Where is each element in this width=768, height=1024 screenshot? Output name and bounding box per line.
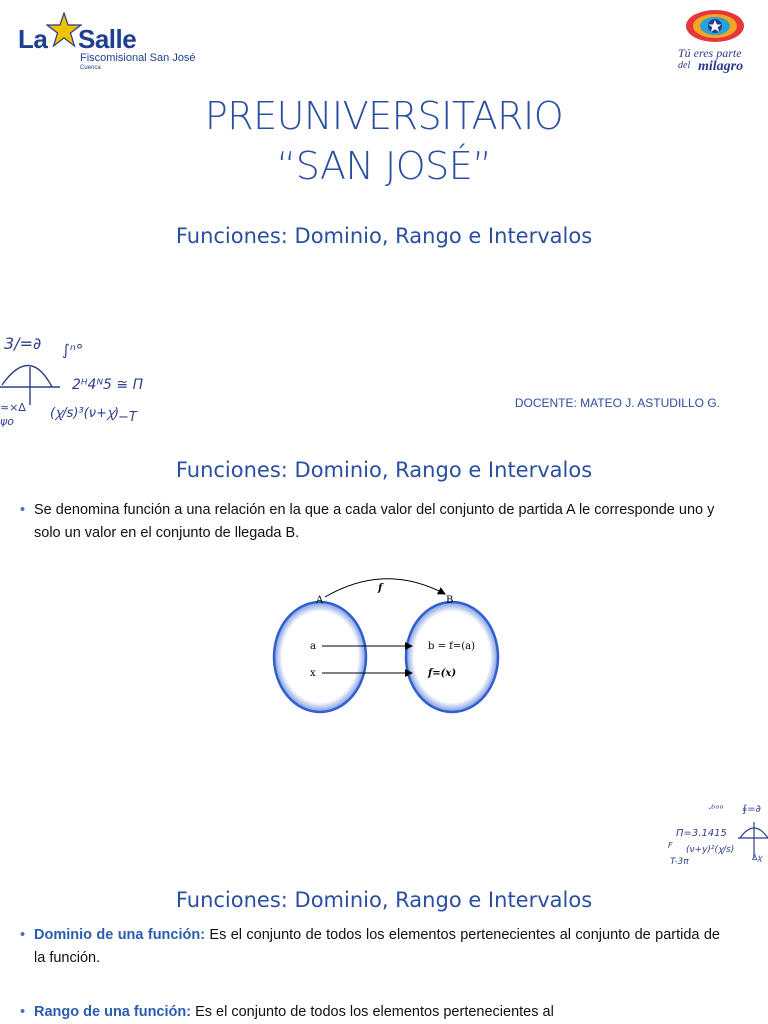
logo-subtitle: Fiscomisional San José	[80, 52, 196, 64]
svg-text:3/=∂: 3/=∂	[4, 334, 42, 353]
svg-text:·ᵇᵒᵒ: ·ᵇᵒᵒ	[708, 804, 724, 815]
element-b-image: b = f=(a)	[428, 641, 475, 652]
svg-text:Π=3.1415: Π=3.1415	[676, 828, 727, 839]
svg-text:T-3π: T-3π	[670, 857, 689, 867]
la-salle-logo	[18, 14, 198, 74]
bullet-marker: •	[20, 1004, 26, 1020]
logo-tagline-line1: Tú eres parte	[678, 46, 742, 60]
star-icon	[46, 12, 82, 48]
section-heading: Funciones: Dominio, Rango e Intervalos	[175, 458, 593, 482]
eye-emblem-icon	[684, 8, 746, 44]
set-b-label: B	[446, 595, 454, 606]
dominio-term: Dominio de una función:	[34, 927, 206, 943]
section-heading: Funciones: Dominio, Rango e Intervalos	[175, 888, 593, 912]
element-a: a	[310, 641, 316, 652]
page-title-line1: PREUNIVERSITARIO	[204, 94, 564, 138]
rango-paragraph	[20, 1001, 720, 1024]
svg-text:(ν+y)²(ꭓ/s): (ν+y)²(ꭓ/s)	[686, 845, 735, 855]
logo-tagline-line2: del	[678, 60, 691, 71]
math-formulas-decoration	[668, 800, 768, 868]
logo-tagline-line3: milagro	[698, 59, 744, 74]
set-a-ellipse	[274, 602, 366, 712]
set-a-label: A	[316, 595, 324, 606]
docente-label: DOCENTE: MATEO J. ASTUDILLO G.	[514, 396, 720, 410]
mapping-arc	[325, 579, 445, 597]
function-mapping-diagram	[270, 572, 510, 732]
svg-text:F: F	[668, 841, 673, 850]
rango-definition: Es el conjunto de todos los elementos pertenecientes al	[191, 1004, 554, 1020]
logo-city: Cuenca	[80, 65, 101, 71]
bullet-marker: •	[20, 502, 26, 518]
svg-text:ψο: ψο	[0, 415, 14, 428]
page-title-line2: “SAN JOSÉ”	[276, 144, 492, 188]
svg-text:∆ꭓ: ∆ꭓ	[752, 853, 762, 862]
definition-slide	[0, 440, 768, 760]
dominio-rango-slide	[0, 760, 768, 1024]
svg-text:∫ⁿ°: ∫ⁿ°	[62, 341, 84, 359]
math-formulas-decoration	[0, 325, 175, 435]
title-slide	[0, 0, 768, 440]
svg-text:2ᴴ4ᴺ5 ≅ Π: 2ᴴ4ᴺ5 ≅ Π	[72, 377, 144, 393]
arc-function-label: f	[378, 583, 383, 594]
element-x: x	[310, 668, 316, 679]
set-b-ellipse	[406, 602, 498, 712]
svg-text:(ꭓ/s)³(ν+ꭓ): (ꭓ/s)³(ν+ꭓ)	[50, 406, 120, 421]
definition-text: Se denomina función a una relación en la que a cada valor del conjunto de partida A le corresponde uno y solo un valor en el conjunto de llegada B.	[34, 502, 715, 541]
svg-text:∮=∂: ∮=∂	[742, 804, 761, 815]
logo-word-la: La	[18, 24, 48, 54]
svg-text:≈×∆: ≈×∆	[0, 401, 26, 414]
element-fx-image: f=(x)	[428, 668, 457, 679]
milagro-logo	[670, 8, 762, 80]
logo-word-salle: Salle	[78, 24, 137, 54]
rango-term: Rango de una función:	[34, 1004, 192, 1020]
dominio-definition: Es el conjunto de todos los elementos pertenecientes al conjunto de partida de la función.	[34, 927, 720, 966]
definition-paragraph	[20, 499, 720, 545]
page-subtitle: Funciones: Dominio, Rango e Intervalos	[175, 224, 593, 248]
dominio-paragraph	[20, 924, 720, 970]
bullet-marker: •	[20, 927, 26, 943]
svg-text:−T: −T	[118, 410, 137, 425]
